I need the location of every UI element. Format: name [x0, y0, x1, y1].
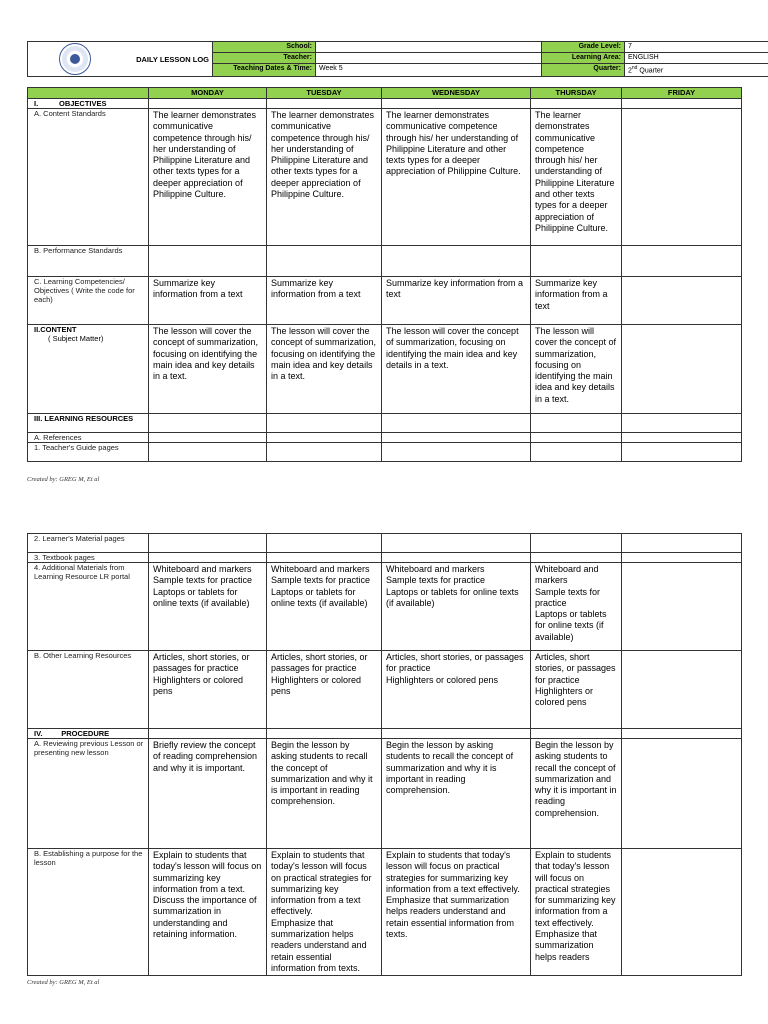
- dates-label: Teaching Dates & Time:: [213, 63, 316, 76]
- quarter-label: Quarter:: [542, 63, 625, 76]
- competencies-wednesday: Summarize key information from a text: [382, 277, 531, 325]
- content-label-cell: [28, 325, 149, 414]
- other-resources-tuesday: Articles, short stories, or passages for practice Highlighters or colored pens: [267, 651, 382, 729]
- reviewing-thursday: Begin the lesson by asking students to recall the concept of summarization and why it is important in reading comprehension.: [531, 739, 622, 849]
- content-standards-label: A. Content Standards: [28, 109, 149, 246]
- grade-label: Grade Level:: [542, 42, 625, 53]
- content-heading: II.CONTENT: [34, 325, 77, 334]
- additional-materials-label: 4. Additional Materials from Learning Resource LR portal: [28, 563, 149, 651]
- other-resources-wednesday: Articles, short stories, or passages for practice Highlighters or colored pens: [382, 651, 531, 729]
- additional-materials-thursday: Whiteboard and markers Sample texts for practice Laptops or tablets for online texts (if available): [531, 563, 622, 651]
- content-friday: [622, 325, 742, 414]
- competencies-friday: [622, 277, 742, 325]
- purpose-label: B. Establishing a purpose for the lesson: [28, 849, 149, 976]
- school-value: [316, 42, 542, 53]
- competencies-thursday: Summarize key information from a text: [531, 277, 622, 325]
- footer-credit-page2: Created by: GREG M, Et al: [27, 979, 100, 986]
- quarter-number: 2: [628, 66, 632, 74]
- school-label: School:: [213, 42, 316, 53]
- reviewing-wednesday: Begin the lesson by asking students to recall the concept of summarization and why it is important in reading comprehension.: [382, 739, 531, 849]
- header-table: [27, 41, 768, 77]
- area-value: ENGLISH: [625, 52, 768, 63]
- day-header-friday: FRIDAY: [622, 88, 742, 99]
- log-title: DAILY LESSON LOG: [136, 54, 209, 64]
- reviewing-label: A. Reviewing previous Lesson or presenting new lesson: [28, 739, 149, 849]
- content-standards-tuesday: The learner demonstrates communicative competence through his/ her understanding of Philippine Literature and other texts types for a deeper appreciation of Philippine Culture.: [267, 109, 382, 246]
- reviewing-tuesday: Begin the lesson by asking students to recall the concept of summarization and why it is important in reading comprehension.: [267, 739, 382, 849]
- quarter-word: Quarter: [637, 66, 664, 74]
- additional-materials-friday: [622, 563, 742, 651]
- corner-cell: [28, 88, 149, 99]
- performance-standards-wednesday: [382, 246, 531, 277]
- textbook-label: 3. Textbook pages: [28, 553, 149, 563]
- area-label: Learning Area:: [542, 52, 625, 63]
- performance-standards-friday: [622, 246, 742, 277]
- competencies-monday: Summarize key information from a text: [149, 277, 267, 325]
- other-resources-thursday: Articles, short stories, or passages for practice Highlighters or colored pens: [531, 651, 622, 729]
- content-monday: The lesson will cover the concept of summarization, focusing on identifying the main idea and key details in a text.: [149, 325, 267, 414]
- lesson-table-page2: [27, 533, 742, 976]
- content-subheading: ( Subject Matter): [48, 334, 104, 343]
- teacher-value: [316, 52, 542, 63]
- competencies-label: C. Learning Competencies/ Objectives ( Write the code for each): [28, 277, 149, 325]
- lesson-table-page1: [27, 87, 742, 462]
- performance-standards-label: B. Performance Standards: [28, 246, 149, 277]
- content-wednesday: The lesson will cover the concept of summarization, focusing on identifying the main idea and key details in a text.: [382, 325, 531, 414]
- header-logo-cell: [28, 42, 213, 77]
- purpose-thursday: Explain to students that today's lesson will focus on practical strategies for summarizing key information from a text effectively. Emphasize that summarization helps readers: [531, 849, 622, 976]
- learning-resources-heading: III. LEARNING RESOURCES: [28, 414, 149, 433]
- content-standards-monday: The learner demonstrates communicative competence through his/ her understanding of Philippine Literature and other texts types for a deeper appreciation of Philippine Culture.: [149, 109, 267, 246]
- objectives-heading: I. OBJECTIVES: [28, 99, 149, 109]
- additional-materials-wednesday: Whiteboard and markers Sample texts for practice Laptops or tablets for online texts (if available): [382, 563, 531, 651]
- reviewing-monday: Briefly review the concept of reading comprehension and why it is important.: [149, 739, 267, 849]
- quarter-value: [625, 63, 768, 76]
- dates-value: Week 5: [316, 63, 542, 76]
- quarter-superscript: nd: [631, 64, 638, 71]
- additional-materials-tuesday: Whiteboard and markers Sample texts for practice Laptops or tablets for online texts (if available): [267, 563, 382, 651]
- purpose-friday: [622, 849, 742, 976]
- content-thursday: The lesson will cover the concept of summarization, focusing on identifying the main idea and key details in a text.: [531, 325, 622, 414]
- learners-material-label: 2. Learner's Material pages: [28, 534, 149, 553]
- procedure-heading: IV. PROCEDURE: [28, 729, 149, 739]
- day-header-monday: MONDAY: [149, 88, 267, 99]
- content-standards-wednesday: The learner demonstrates communicative competence through his/ her understanding of Philippine Literature and other texts types for a deeper appreciation of Philippine Culture.: [382, 109, 531, 246]
- performance-standards-thursday: [531, 246, 622, 277]
- day-header-thursday: THURSDAY: [531, 88, 622, 99]
- performance-standards-monday: [149, 246, 267, 277]
- footer-credit-page1: Created by: GREG M, Et al: [27, 476, 100, 483]
- content-standards-thursday: The learner demonstrates communicative competence through his/ her understanding of Philippine Literature and other texts types for a deeper appreciation of Philippine Culture.: [531, 109, 622, 246]
- teacher-label: Teacher:: [213, 52, 316, 63]
- day-header-tuesday: TUESDAY: [267, 88, 382, 99]
- other-resources-monday: Articles, short stories, or passages for practice Highlighters or colored pens: [149, 651, 267, 729]
- content-standards-friday: [622, 109, 742, 246]
- other-resources-friday: [622, 651, 742, 729]
- reviewing-friday: [622, 739, 742, 849]
- purpose-tuesday: Explain to students that today's lesson will focus on practical strategies for summarizing key information from a text effectively. Emphasize that summarization helps readers understand and retain essential information from texts.: [267, 849, 382, 976]
- other-resources-label: B. Other Learning Resources: [28, 651, 149, 729]
- teachers-guide-label: 1. Teacher's Guide pages: [28, 443, 149, 462]
- content-tuesday: The lesson will cover the concept of summarization, focusing on identifying the main idea and key details in a text.: [267, 325, 382, 414]
- purpose-monday: Explain to students that today's lesson will focus on summarizing key information from a text. Discuss the importance of summarization in understanding and retaining information.: [149, 849, 267, 976]
- performance-standards-tuesday: [267, 246, 382, 277]
- references-label: A. References: [28, 433, 149, 443]
- additional-materials-monday: Whiteboard and markers Sample texts for practice Laptops or tablets for online texts (if available): [149, 563, 267, 651]
- purpose-wednesday: Explain to students that today's lesson will focus on practical strategies for summarizing key information from a text effectively. Emphasize that summarization helps readers understand and retain essential information from texts.: [382, 849, 531, 976]
- day-header-wednesday: WEDNESDAY: [382, 88, 531, 99]
- deped-seal-icon: [59, 43, 91, 75]
- competencies-tuesday: Summarize key information from a text: [267, 277, 382, 325]
- grade-value: 7: [625, 42, 768, 53]
